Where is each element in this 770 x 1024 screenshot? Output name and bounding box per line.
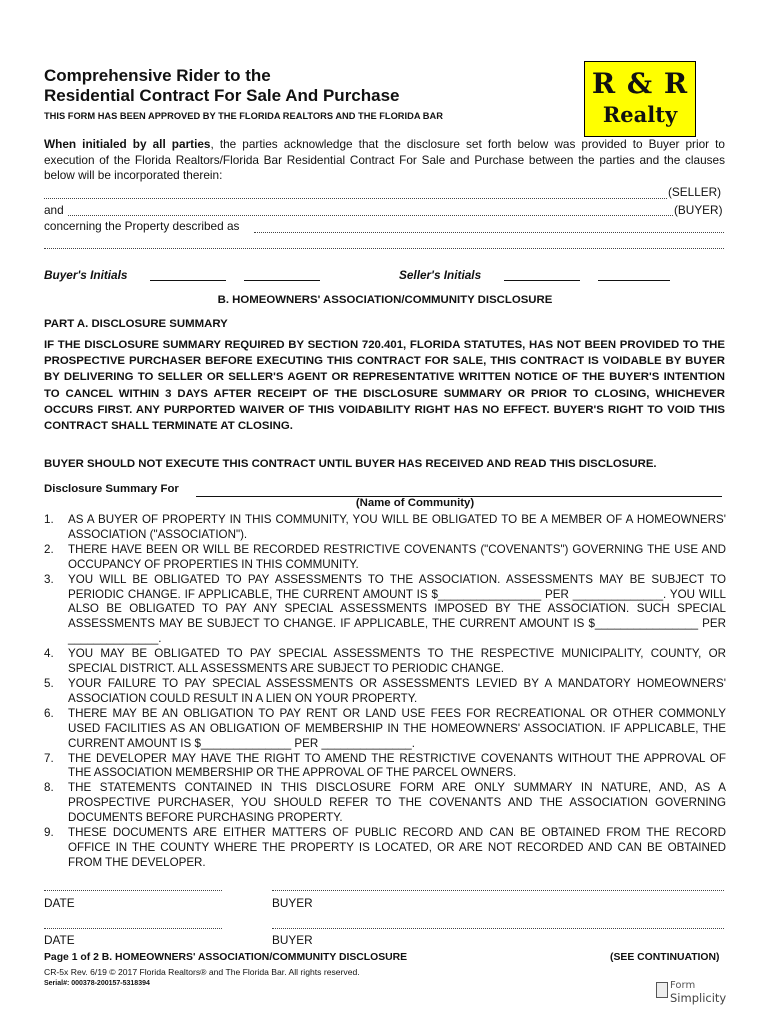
part-a-heading: PART A. DISCLOSURE SUMMARY: [44, 318, 228, 330]
date-label-1: DATE: [44, 896, 75, 910]
buyer-sig-label-1: BUYER: [272, 896, 313, 910]
disclosure-items-list: [44, 513, 726, 871]
item-text: THERE MAY BE AN OBLIGATION TO PAY RENT OR LAND USE FEES FOR RECREATIONAL OR OTHER COMMONLY USED FACILITIES AS AN OBLIGATION OF MEMBERSHIP IN THE HOMEOWNERS' ASSOCIATION. IF APPLICABLE, THE CURRENT AMOUNT IS $______________ PER ______________.: [68, 706, 726, 750]
list-item: [44, 513, 726, 543]
buyers-initials-label: Buyer's Initials: [44, 268, 128, 282]
seller-initials-field-1[interactable]: [504, 280, 580, 281]
list-item: [44, 573, 726, 648]
brand-line-2: Simplicity: [670, 991, 727, 1005]
and-label: and: [44, 203, 64, 217]
do-not-execute-warning: BUYER SHOULD NOT EXECUTE THIS CONTRACT UNTIL BUYER HAS RECEIVED AND READ THIS DISCLOSURE.: [44, 458, 657, 470]
item-number: 9.: [44, 826, 54, 840]
serial-number: Serial#: 000378-200157-5318394: [44, 980, 150, 987]
item-number: 7.: [44, 751, 54, 765]
buyer-initials-field-1[interactable]: [150, 280, 226, 281]
buyer-signature-field-1[interactable]: [272, 890, 724, 891]
item-text: THE STATEMENTS CONTAINED IN THIS DISCLOSURE FORM ARE ONLY SUMMARY IN NATURE, AND, AS A PROSPECTIVE PURCHASER, YOU SHOULD REFER TO THE COVENANTS AND THE ASSOCIATION GOVERNING DOCUMENTS BEFORE PURCHASING PROPERTY.: [68, 781, 726, 825]
intro-paragraph: [44, 137, 725, 184]
buyer-initials-field-2[interactable]: [244, 280, 320, 281]
date-field-1[interactable]: [44, 890, 222, 891]
seller-label: (SELLER): [668, 185, 722, 199]
form-simplicity-logo: [656, 980, 728, 1006]
section-heading: B. HOMEOWNERS' ASSOCIATION/COMMUNITY DISCLOSURE: [217, 294, 553, 306]
item-text: THERE HAVE BEEN OR WILL BE RECORDED RESTRICTIVE COVENANTS ("COVENANTS") GOVERNING THE USE AND OCCUPANCY OF PROPERTIES IN THIS COMMUNITY.: [68, 542, 726, 571]
logo-text-realty: Realty: [602, 102, 678, 127]
item-number: 8.: [44, 781, 54, 795]
item-number: 5.: [44, 676, 54, 690]
item-text: THESE DOCUMENTS ARE EITHER MATTERS OF PUBLIC RECORD AND CAN BE OBTAINED FROM THE RECORD OFFICE IN THE COUNTY WHERE THE PROPERTY IS LOCATED, OR ARE NOT RECORDED AND CAN BE OBTAINED FROM THE DEVELOPER.: [68, 826, 726, 869]
item-number: 2.: [44, 542, 54, 556]
seller-initials-field-2[interactable]: [598, 280, 670, 281]
title-line-2: Residential Contract For Sale And Purchase: [44, 86, 400, 105]
buyer-signature-field-2[interactable]: [272, 928, 724, 929]
item-number: 1.: [44, 513, 54, 526]
list-item: [44, 826, 726, 871]
logo-text-rr: R & R: [591, 67, 689, 100]
intro-text: , the parties acknowledge that the disclosure set forth below was provided to Buyer prior to execution of the Florida Realtors/Florida Bar Residential Contract For Sale and Purchase between the parties and the clauses below will be incorporated therein:: [44, 137, 725, 182]
seller-name-field[interactable]: [44, 198, 667, 199]
list-item: [44, 647, 726, 677]
list-item: [44, 543, 726, 573]
see-continuation-label: (SEE CONTINUATION): [610, 952, 720, 963]
property-label: concerning the Property described as: [44, 219, 240, 233]
property-description-field[interactable]: [254, 232, 724, 233]
document-icon: [656, 982, 668, 998]
document-title: [44, 66, 524, 106]
property-description-field-2[interactable]: [44, 248, 724, 249]
list-item: [44, 677, 726, 707]
rr-realty-logo: [584, 61, 696, 137]
item-number: 6.: [44, 706, 54, 720]
brand-line-1: Form: [670, 980, 696, 991]
item-text: YOUR FAILURE TO PAY SPECIAL ASSESSMENTS OR ASSESSMENTS LEVIED BY A MANDATORY HOMEOWNERS' ASSOCIATION COULD RESULT IN A LIEN ON YOUR PROPERTY.: [68, 676, 726, 705]
list-item: [44, 781, 726, 826]
item-number: 4.: [44, 647, 54, 661]
buyer-sig-label-2: BUYER: [272, 933, 313, 947]
copyright-line: CR-5x Rev. 6/19 © 2017 Florida Realtors® and The Florida Bar. All rights reserved.: [44, 967, 360, 977]
list-item: [44, 752, 726, 782]
intro-lead: When initialed by all parties: [44, 137, 211, 151]
page-footer-label: Page 1 of 2 B. HOMEOWNERS' ASSOCIATION/COMMUNITY DISCLOSURE: [44, 952, 408, 963]
item-text: YOU WILL BE OBLIGATED TO PAY ASSESSMENTS TO THE ASSOCIATION. ASSESSMENTS MAY BE SUBJECT TO PERIODIC CHANGE. IF APPLICABLE, THE CURRENT AMOUNT IS $________________ PER ______________. YOU WILL ALSO BE OBLIGATED TO PAY ANY SPECIAL ASSESSMENTS IMPOSED BY THE ASSOCIATION. SUCH SPECIAL ASSESSMENTS MAY BE SUBJECT TO CHANGE. IF APPLICABLE, THE CURRENT AMOUNT IS $________________ PER ______________.: [68, 572, 726, 646]
name-of-community-caption: (Name of Community): [355, 497, 475, 509]
buyer-name-field[interactable]: [68, 215, 673, 216]
list-item: [44, 707, 726, 752]
title-line-1: Comprehensive Rider to the: [44, 66, 271, 85]
item-text: AS A BUYER OF PROPERTY IN THIS COMMUNITY, YOU WILL BE OBLIGATED TO BE A MEMBER OF A HOMEOWNERS' ASSOCIATION ("ASSOCIATION").: [68, 513, 726, 541]
approval-subtitle: THIS FORM HAS BEEN APPROVED BY THE FLORIDA REALTORS AND THE FLORIDA BAR: [44, 111, 443, 121]
buyer-label: (BUYER): [674, 203, 723, 217]
item-text: THE DEVELOPER MAY HAVE THE RIGHT TO AMEND THE RESTRICTIVE COVENANTS WITHOUT THE APPROVAL OF THE ASSOCIATION MEMBERSHIP OR THE APPROVAL OF THE PARCEL OWNERS.: [68, 751, 726, 780]
disclosure-summary-label: Disclosure Summary For: [44, 483, 179, 495]
item-text: YOU MAY BE OBLIGATED TO PAY SPECIAL ASSESSMENTS TO THE RESPECTIVE MUNICIPALITY, COUNTY, OR SPECIAL DISTRICT. ALL ASSESSMENTS ARE SUBJECT TO PERIODIC CHANGE.: [68, 647, 726, 676]
voidability-warning: IF THE DISCLOSURE SUMMARY REQUIRED BY SECTION 720.401, FLORIDA STATUTES, HAS NOT BEEN PROVIDED TO THE PROSPECTIVE PURCHASER BEFORE EXECUTING THIS CONTRACT FOR SALE, THIS CONTRACT IS VOIDABLE BY BUYER BY DELIVERING TO SELLER OR SELLER'S AGENT OR REPRESENTATIVE WRITTEN NOTICE OF THE BUYER'S INTENTION TO CANCEL WITHIN 3 DAYS AFTER RECEIPT OF THE DISCLOSURE SUMMARY OR PRIOR TO CLOSING, WHICHEVER OCCURS FIRST. ANY PURPORTED WAIVER OF THIS VOIDABILITY RIGHT HAS NO EFFECT. BUYER'S RIGHT TO VOID THIS CONTRACT SHALL TERMINATE AT CLOSING.: [44, 339, 725, 433]
date-label-2: DATE: [44, 933, 75, 947]
item-number: 3.: [44, 572, 54, 586]
date-field-2[interactable]: [44, 928, 222, 929]
sellers-initials-label: Seller's Initials: [399, 268, 482, 282]
